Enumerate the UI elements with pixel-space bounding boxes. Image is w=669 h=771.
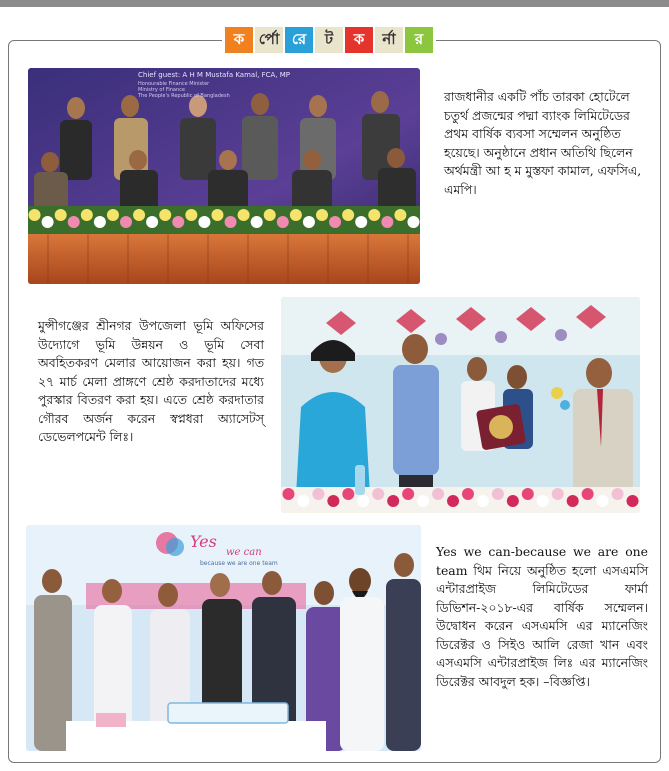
- story3-caption: Yes we can-because we are one team থিম নিয়ে অনুষ্ঠিত হলো এসএমসি এন্টারপ্রাইজ লিমিটেডের ফার্মা ডিভিশন-২০১৮-এর বার্ষিক সম্মেলন। উদ্বোধন করেন এসএমসি এর ম্যানেজিং ডিরেক্টর ও সিইও আলি রেজা খান এবং এসএমসি এন্টারপ্রাইজ লিঃ এর ম্যানেজিং ডিরেক্টর আবদুল হক। –বিজ্ঞপ্তি।: [436, 544, 648, 689]
- section-title: [222, 27, 436, 53]
- logo-tagline: because we are one team: [200, 560, 278, 567]
- story3-photo: [26, 525, 421, 751]
- title-letter: রে: [285, 27, 313, 53]
- title-letter: র্পো: [255, 27, 283, 53]
- story1-banner-text: Honourable Finance Minister: [138, 81, 210, 87]
- story2-photo-image: [281, 297, 640, 513]
- story1-banner-text: Chief guest: A H M Mustafa Kamal, FCA, MP: [138, 71, 291, 79]
- logo-text-we-can: we can: [226, 547, 262, 558]
- story1-photo: [28, 68, 420, 284]
- story1-photo-image: [28, 68, 420, 284]
- title-letter: র: [405, 27, 433, 53]
- title-letter: র্না: [375, 27, 403, 53]
- top-rule: [0, 0, 669, 7]
- title-letter: ক: [345, 27, 373, 53]
- title-letter: ট: [315, 27, 343, 53]
- story1-banner-text: The People's Republic of Bangladesh: [138, 93, 230, 99]
- story1-caption: রাজধানীর একটি পাঁচ তারকা হোটেলে চতুর্থ প্রজন্মের পদ্মা ব্যাংক লিমিটেডের প্রথম বার্ষিক ব্যবসা সম্মেলন অনুষ্ঠিত হয়েছে। অনুষ্ঠানে প্রধান অতিথি ছিলেন অর্থমন্ত্রী আ হ ম মুস্তফা কামাল, এফসিএ, এমপি।: [444, 89, 642, 197]
- story2-photo: [281, 297, 640, 513]
- story2-caption: মুন্সীগঞ্জের শ্রীনগর উপজেলা ভূমি অফিসের উদ্যোগে ভূমি উন্নয়ন ও ভূমি সেবা অবহিতকরণ মেলার আয়োজন করা হয়। গত ২৭ মার্চ মেলা প্রাঙ্গণে শ্রেষ্ঠ করদাতাদের মধ্যে পুরস্কার বিতরণ করা হয়। এতে শ্রেষ্ঠ করদাতার গৌরব অর্জন করেন স্বপ্নধরা অ্যাসেটস্ ডেভেলপমেন্ট লিঃ।: [38, 318, 264, 444]
- story3-photo-image: [26, 525, 421, 751]
- story1-banner-text: Ministry of Finance: [138, 87, 185, 93]
- logo-text-yes: Yes: [190, 532, 217, 551]
- title-letter: ক: [225, 27, 253, 53]
